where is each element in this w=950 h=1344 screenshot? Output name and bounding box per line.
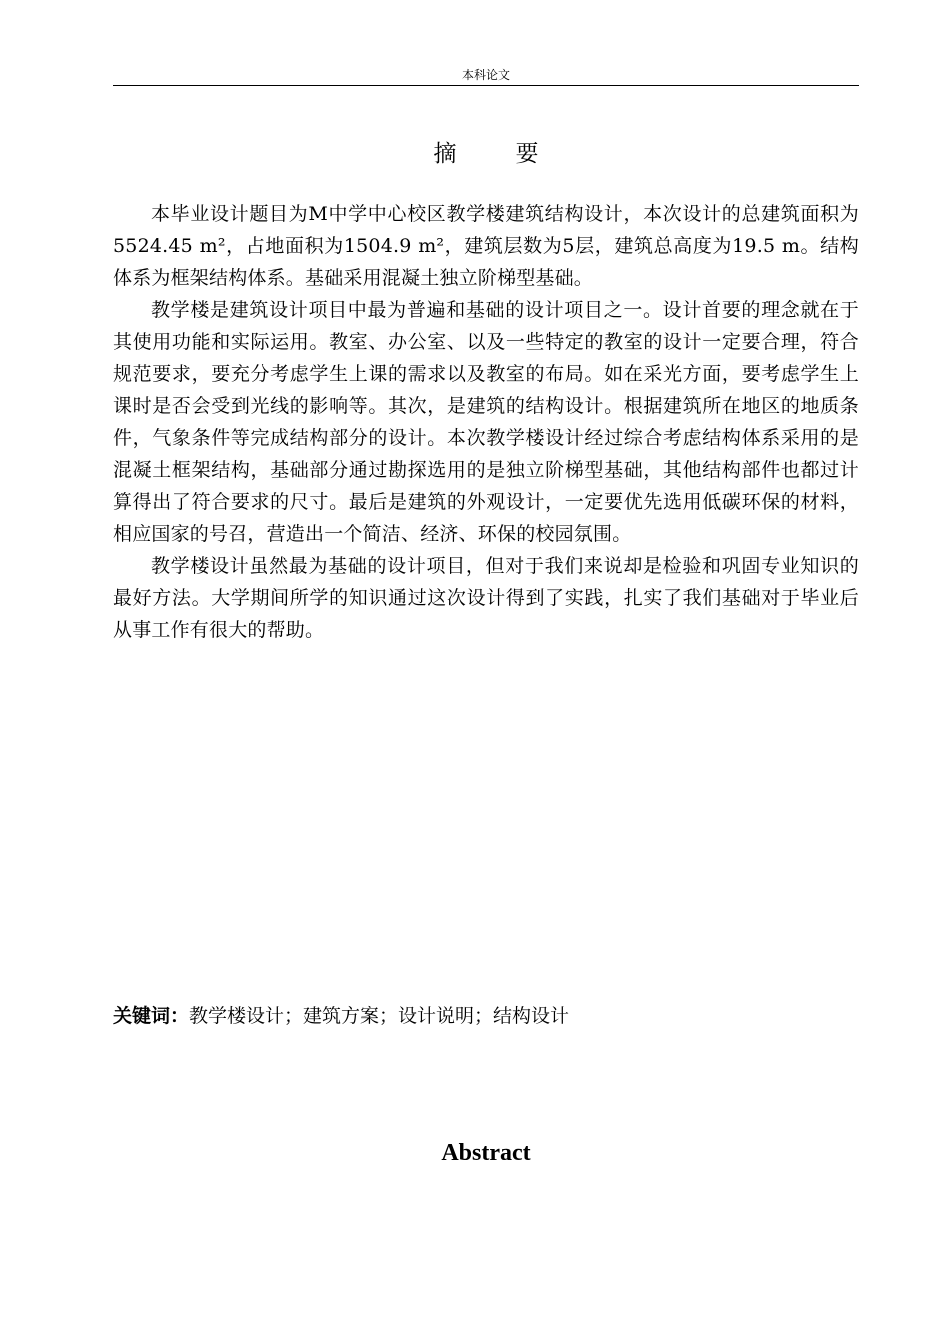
abstract-title-cn: 摘 要	[433, 141, 557, 167]
abstract-body	[113, 198, 859, 646]
header-rule	[113, 85, 859, 86]
keywords-line	[113, 1000, 859, 1032]
abstract-title-en: Abstract	[441, 1140, 531, 1166]
abstract-paragraph-1: 本毕业设计题目为M中学中心校区教学楼建筑结构设计，本次设计的总建筑面积为5524.45 m²，占地面积为1504.9 m²，建筑层数为5层，建筑总高度为19.5 m。结构体系为框架结构体系。基础采用混凝土独立阶梯型基础。	[113, 203, 859, 289]
keywords-label: 关键词：	[113, 1005, 190, 1027]
keywords-text: 教学楼设计；建筑方案；设计说明；结构设计	[189, 1005, 570, 1027]
running-header: 本科论文	[461, 68, 510, 82]
abstract-paragraph-3: 教学楼设计虽然最为基础的设计项目，但对于我们来说却是检验和巩固专业知识的最好方法。大学期间所学的知识通过这次设计得到了实践，扎实了我们基础对于毕业后从事工作有很大的帮助。	[113, 555, 859, 641]
abstract-paragraph-2: 教学楼是建筑设计项目中最为普遍和基础的设计项目之一。设计首要的理念就在于其使用功能和实际运用。教室、办公室、以及一些特定的教室的设计一定要合理，符合规范要求，要充分考虑学生上课的需求以及教室的布局。如在采光方面，要考虑学生上课时是否会受到光线的影响等。其次，是建筑的结构设计。根据建筑所在地区的地质条件，气象条件等完成结构部分的设计。本次教学楼设计经过综合考虑结构体系采用的是混凝土框架结构，基础部分通过勘探选用的是独立阶梯型基础，其他结构部件也都过计算得出了符合要求的尺寸。最后是建筑的外观设计，一定要优先选用低碳环保的材料，相应国家的号召，营造出一个简洁、经济、环保的校园氛围。	[113, 299, 859, 545]
